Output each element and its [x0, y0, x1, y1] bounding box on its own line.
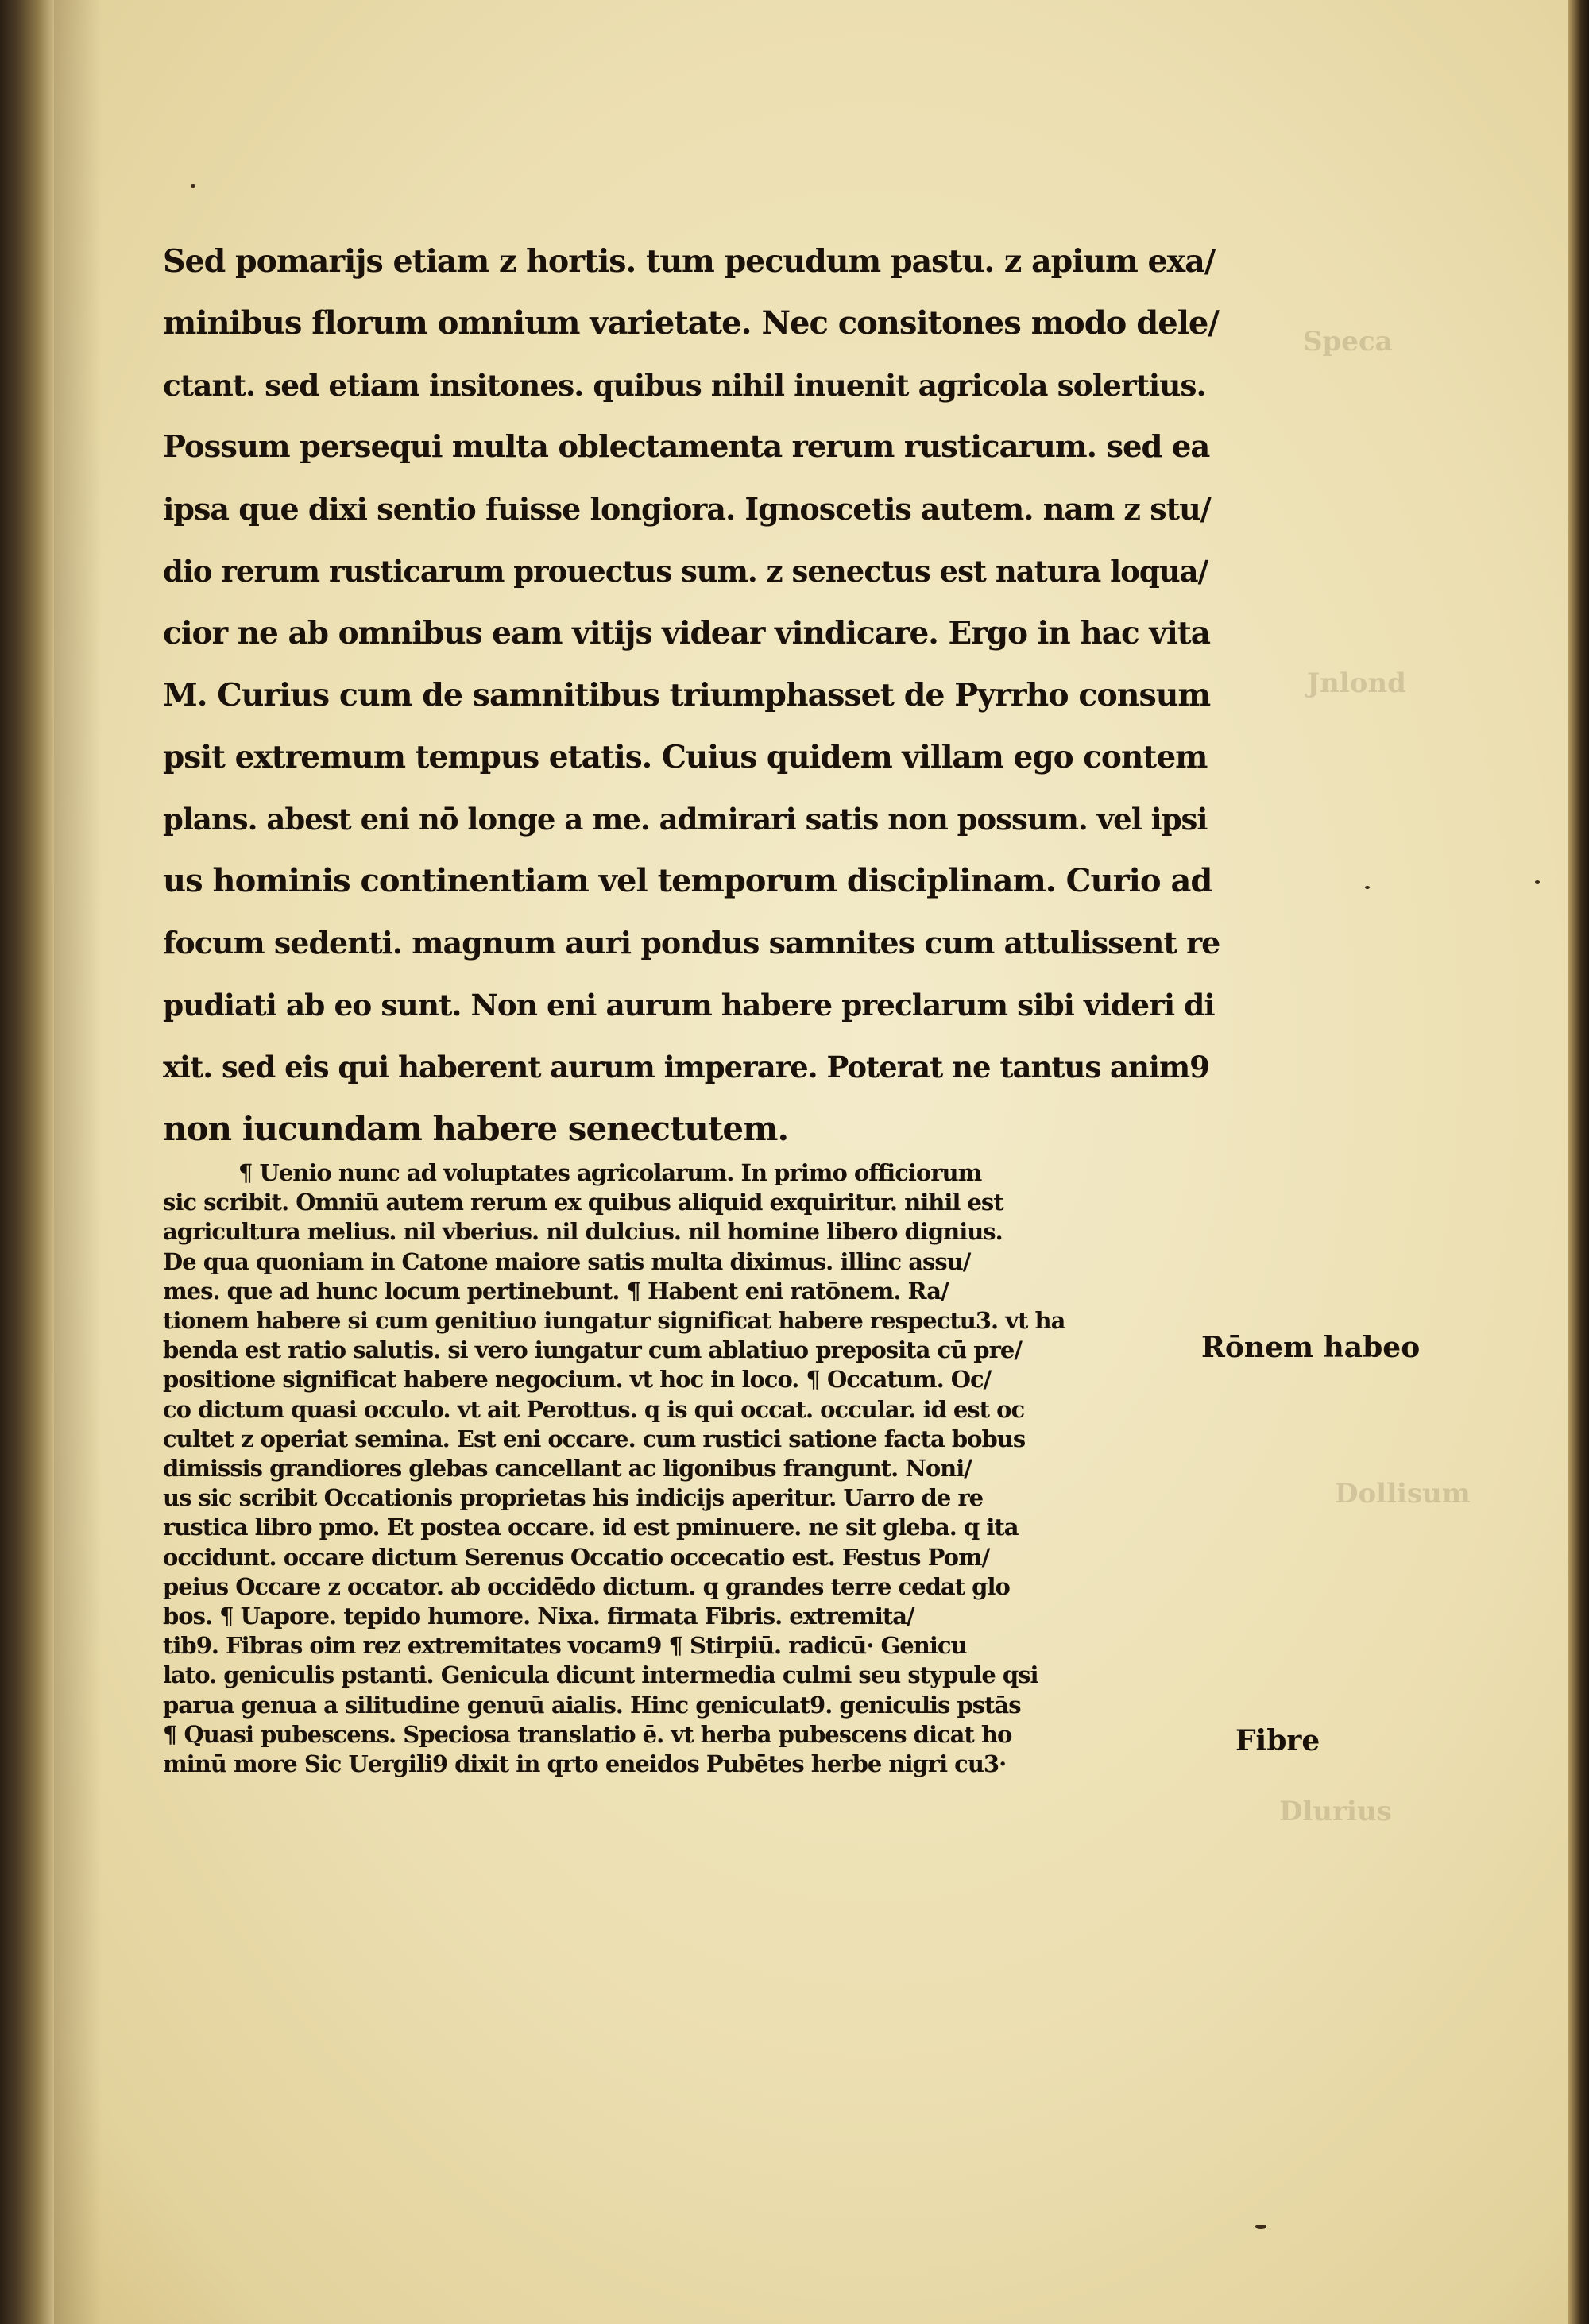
commentary-line: rustica libro pmo. Et postea occare. id est pminuere. ne sit gleba. q ita [163, 1514, 1019, 1541]
commentary-line: parua genua a silitudine genuū aialis. Hinc geniculat9. geniculis pstās [163, 1691, 1021, 1719]
ink-speck [191, 184, 195, 188]
commentary-line: us sic scribit Occationis proprietas his indicijs aperitur. Uarro de re [163, 1484, 984, 1512]
main-text-line: Possum persequi multa oblectamenta rerum rusticarum. sed ea [163, 429, 1210, 465]
commentary-line: sic scribit. Omniū autem rerum ex quibus aliquid exquiritur. nihil est [163, 1189, 1003, 1216]
commentary-line: lato. geniculis pstanti. Genicula dicunt intermedia culmi seu stypule qsi [163, 1661, 1038, 1689]
show-through-text-1: Speca [1303, 326, 1393, 358]
main-text-line: psit extremum tempus etatis. Cuius quidem villam ego contem [163, 739, 1208, 775]
fold-shadow [54, 0, 102, 2324]
commentary-line: cultet z operiat semina. Est eni occare. cum rustici satione facta bobus [163, 1425, 1026, 1452]
main-text-line: Sed pomarijs etiam z hortis. tum pecudum pastu. z apium exa/ [163, 243, 1216, 280]
commentary-line: agricultura melius. nil vberius. nil dulcius. nil homine libero dignius. [163, 1218, 1003, 1246]
main-text-line: plans. abest eni nō longe a me. admirari satis non possum. vel ipsi [163, 802, 1208, 837]
commentary-line: ¶ Quasi pubescens. Speciosa translatio ē. vt herba pubescens dicat ho [163, 1720, 1012, 1748]
show-through-text-4: Dlurius [1279, 1796, 1392, 1827]
commentary-line: mes. que ad hunc locum pertinebunt. ¶ Habent eni ratōnem. Ra/ [163, 1277, 949, 1305]
main-text-line: minibus florum omnium varietate. Nec consitones modo dele/ [163, 304, 1219, 342]
ink-speck [1365, 886, 1370, 889]
main-text-line: xit. sed eis qui haberent aurum imperare. Poterat ne tantus anim9 [163, 1050, 1209, 1085]
marginal-note-2: Fibre [1235, 1724, 1320, 1758]
show-through-text-3: Dollisum [1335, 1478, 1471, 1510]
main-text-line: ctant. sed etiam insitones. quibus nihil inuenit agricola solertius. [163, 368, 1206, 403]
commentary-line: minū more Sic Uergili9 dixit in qrto eneidos Pubētes herbe nigri cu3· [163, 1750, 1007, 1778]
main-text-line: pudiati ab eo sunt. Non eni aurum habere preclarum sibi videri di [163, 988, 1215, 1023]
marginal-note-1: Rōnem habeo [1201, 1331, 1421, 1364]
commentary-line: ¶ Uenio nunc ad voluptates agricolarum. In primo officiorum [238, 1159, 982, 1186]
main-text-line: us hominis continentiam vel temporum disciplinam. Curio ad [163, 862, 1212, 899]
main-text-line: ipsa que dixi sentio fuisse longiora. Ignoscetis autem. nam z stu/ [163, 491, 1211, 527]
main-text-line: dio rerum rusticarum prouectus sum. z senectus est natura loqua/ [163, 554, 1208, 589]
main-text-block [163, 230, 1220, 1160]
commentary-line: De qua quoniam in Catone maiore satis multa diximus. illinc assu/ [163, 1247, 971, 1275]
show-through-text-2: Jnlond [1307, 667, 1406, 699]
commentary-line: tib9. Fibras oim rez extremitates vocam9 ¶ Stirpiū. radicū· Genicu [163, 1632, 967, 1660]
book-gutter [0, 0, 54, 2324]
commentary-line: peius Occare z occator. ab occidēdo dictum. q grandes terre cedat glo [163, 1572, 1010, 1600]
commentary-line: tionem habere si cum genitiuo iungatur significat habere respectu3. vt ha [163, 1307, 1065, 1335]
commentary-line: dimissis grandiores glebas cancellant ac ligonibus frangunt. Noni/ [163, 1455, 972, 1483]
commentary-line: bos. ¶ Uapore. tepido humore. Nixa. firmata Fibris. extremita/ [163, 1603, 914, 1630]
commentary-line: occidunt. occare dictum Serenus Occatio occecatio est. Festus Pom/ [163, 1543, 990, 1571]
commentary-line: positione significat habere negocium. vt hoc in loco. ¶ Occatum. Oc/ [163, 1366, 992, 1394]
commentary-line: co dictum quasi occulo. vt ait Perottus. q is qui occat. occular. id est oc [163, 1395, 1025, 1423]
main-text-line: M. Curius cum de samnitibus triumphasset de Pyrrho consum [163, 677, 1211, 713]
ink-speck [1255, 2225, 1266, 2229]
main-text-line: focum sedenti. magnum auri pondus samnites cum attulissent re [163, 925, 1220, 961]
ink-speck [1535, 880, 1540, 884]
main-text-line: cior ne ab omnibus eam vitijs videar vindicare. Ergo in hac vita [163, 615, 1211, 652]
main-text-line: non iucundam habere senectutem. [163, 1109, 789, 1148]
commentary-block [163, 1158, 1220, 1779]
commentary-line: benda est ratio salutis. si vero iungatur cum ablatiuo preposita cū pre/ [163, 1336, 1022, 1364]
page-edge [1568, 0, 1589, 2324]
